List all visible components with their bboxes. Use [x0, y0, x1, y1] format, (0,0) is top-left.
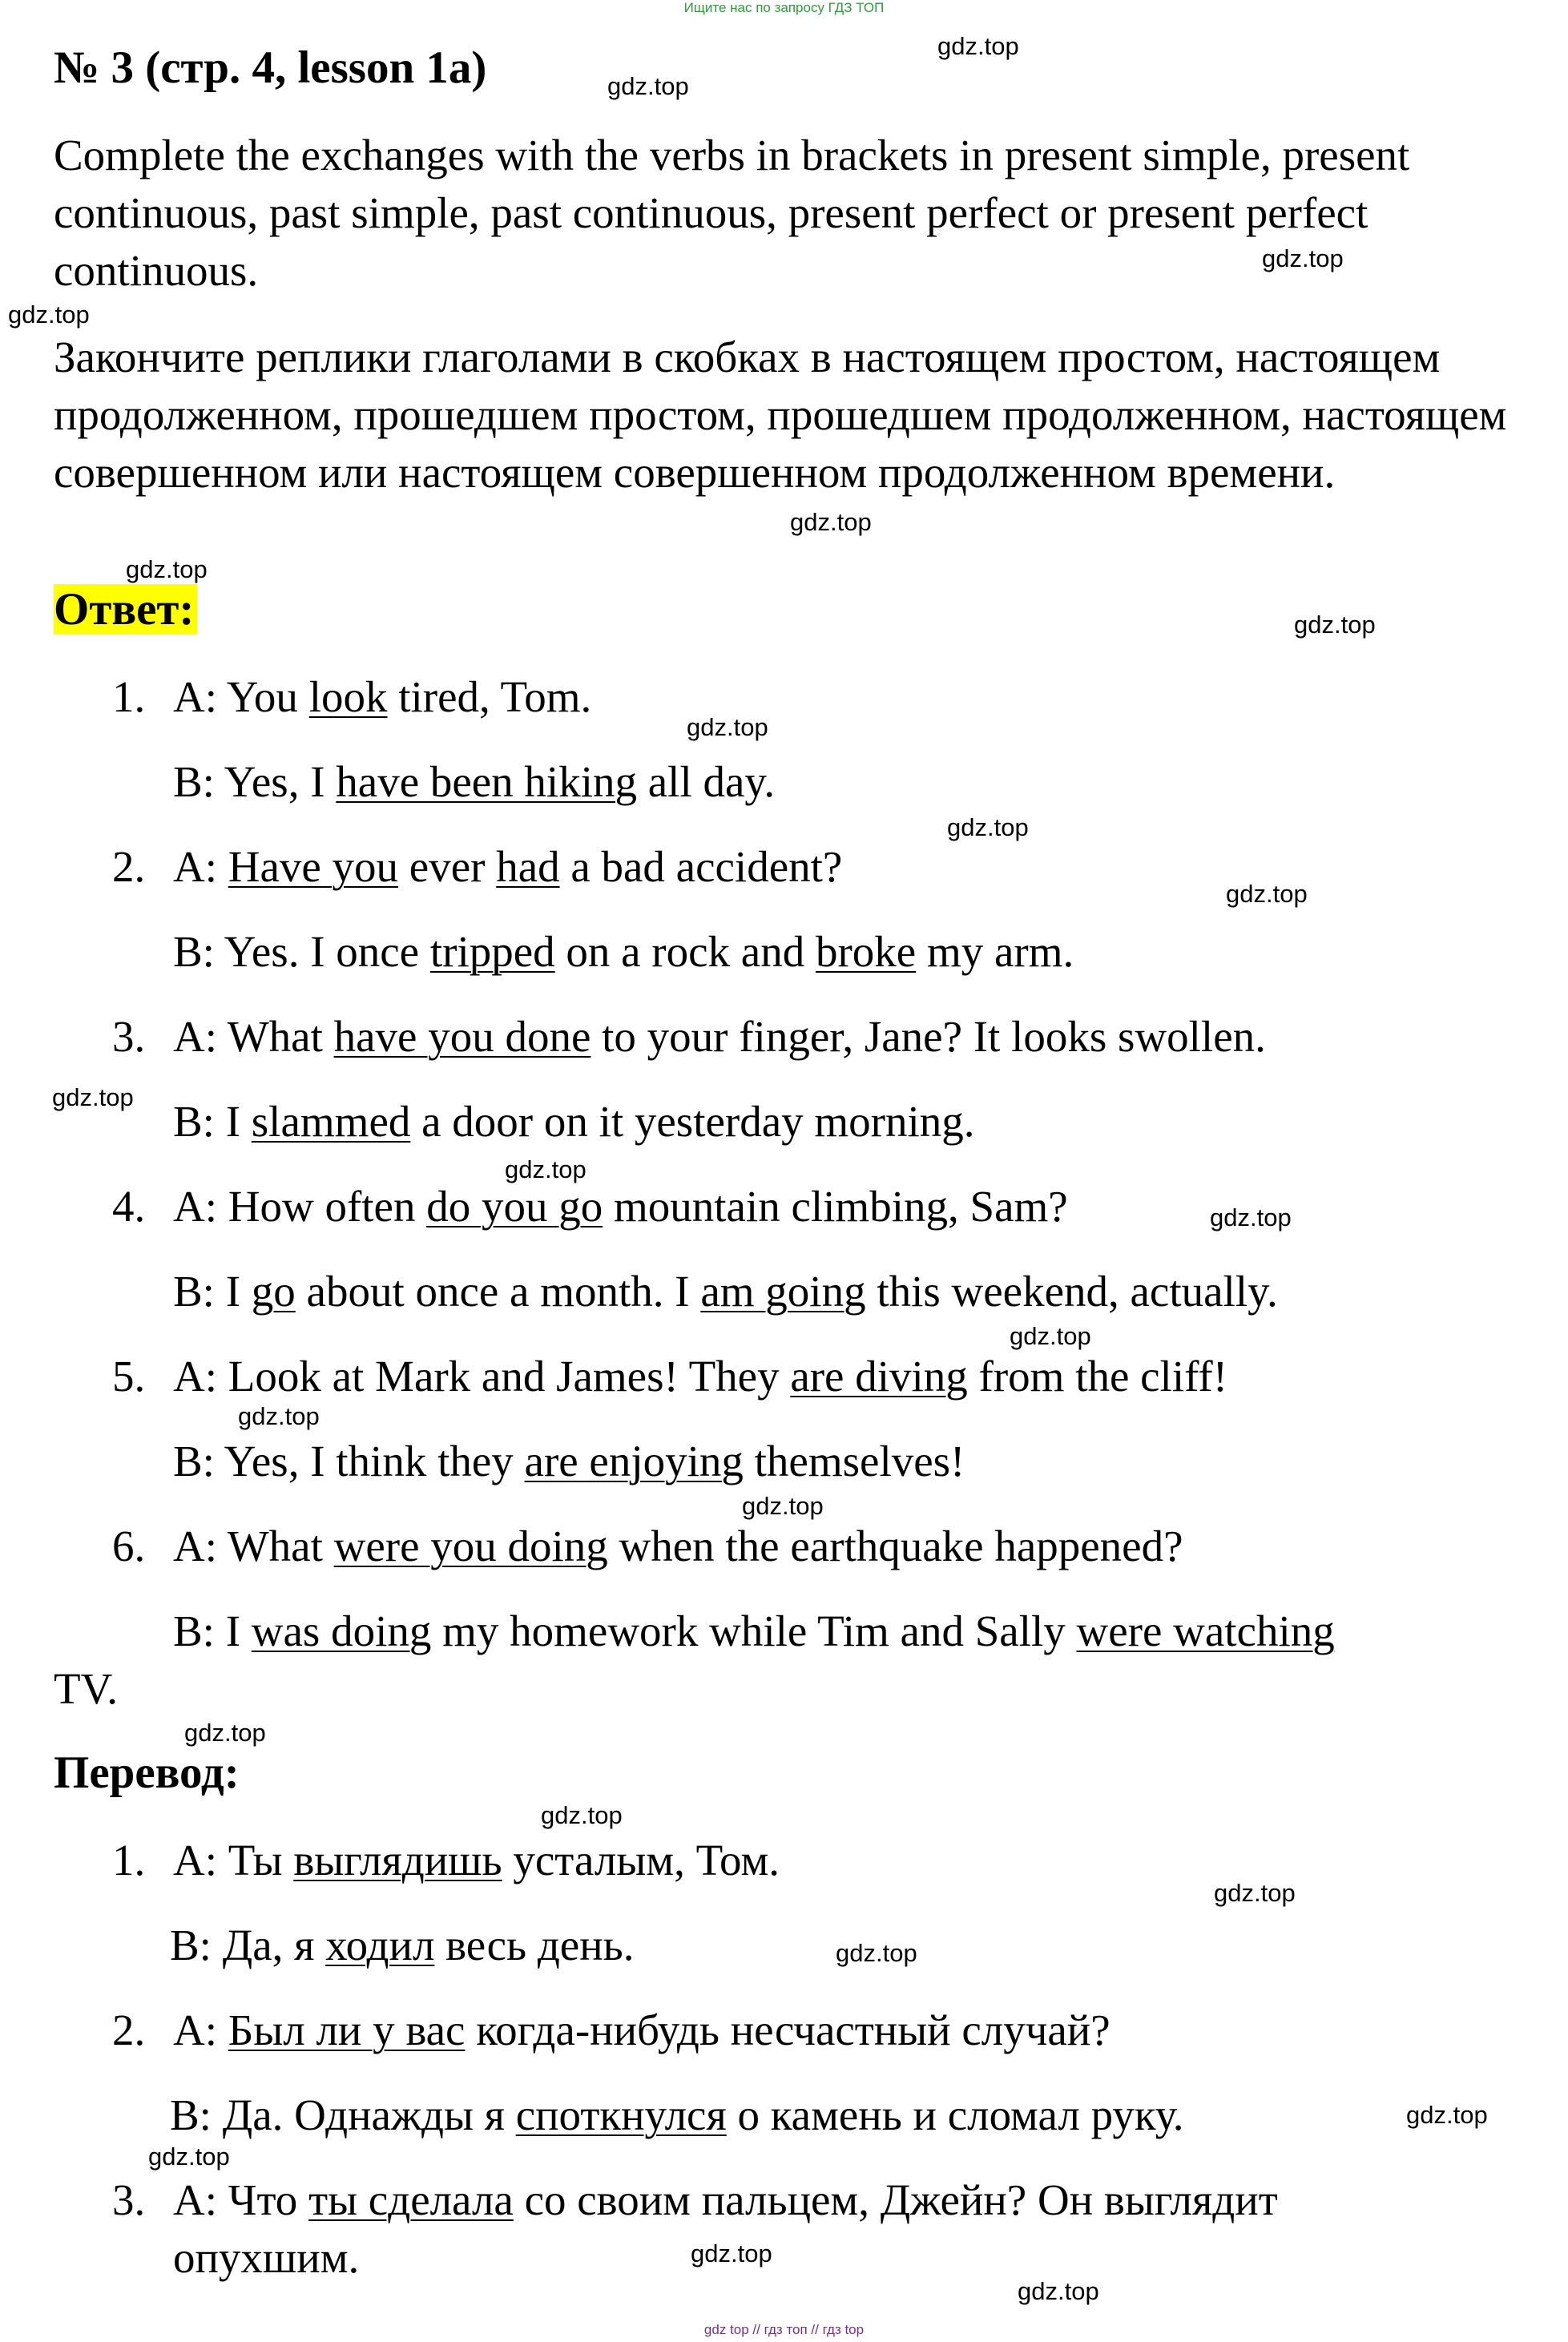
- watermark: gdz.top: [1018, 2277, 1099, 2305]
- translation-2-line-b: B: Да. Однажды я споткнулся о камень и сломал руку.: [170, 2090, 1184, 2139]
- answer-4-line-a: A: How often do you go mountain climbing, Sam?: [173, 1182, 1068, 1231]
- watermark: gdz.top: [937, 32, 1019, 60]
- watermark: gdz.top: [52, 1083, 134, 1111]
- translation-1-line-a: A: Ты выглядишь усталым, Том.: [173, 1836, 780, 1884]
- translation-3-line-a: A: Что ты сделала со своим пальцем, Джейн? Он выглядит: [173, 2175, 1278, 2224]
- watermark: gdz.top: [148, 2142, 230, 2171]
- translation-number: 2.: [112, 2005, 146, 2054]
- watermark: gdz.top: [687, 713, 768, 741]
- watermark: gdz.top: [238, 1402, 320, 1430]
- watermark: gdz.top: [541, 1801, 623, 1829]
- answer-number: 6.: [112, 1522, 146, 1570]
- watermark: gdz.top: [1210, 1203, 1292, 1231]
- watermark: gdz.top: [691, 2239, 772, 2267]
- translation-3-line-a-wrap: опухшим.: [173, 2233, 360, 2282]
- answer-1-line-a: A: You look tired, Tom.: [173, 672, 592, 721]
- watermark: gdz.top: [836, 1939, 917, 1967]
- task-russian: Закончите реплики глаголами в скобках в настоящем простом, настоящем продолженном, прошедшем простом, прошедшем продолженном, настоящем совершенном или настоящем совершенном продолженном времени.: [54, 333, 1507, 497]
- task-english: Complete the exchanges with the verbs in brackets in present simple, present continuous, past simple, past continuous, present perfect or present perfect continuous.: [54, 131, 1410, 295]
- answer-heading: Ответ:: [54, 583, 197, 635]
- answer-6-line-b: B: I was doing my homework while Tim and Sally were watching: [173, 1606, 1335, 1655]
- answer-6-line-b-wrap: TV.: [54, 1664, 118, 1713]
- answer-3-line-a: A: What have you done to your finger, Jane? It looks swollen.: [173, 1012, 1266, 1061]
- watermark: gdz.top: [1010, 1322, 1091, 1350]
- watermark: gdz.top: [742, 1492, 824, 1520]
- answer-number: 1.: [112, 672, 146, 721]
- answer-number: 4.: [112, 1182, 146, 1231]
- watermark: gdz.top: [1262, 244, 1344, 272]
- translation-number: 3.: [112, 2175, 146, 2224]
- answer-5-line-b: B: Yes, I think they are enjoying themselves!: [173, 1437, 965, 1485]
- top-banner: Ищите нас по запросу ГДЗ ТОП: [683, 0, 885, 15]
- footer-watermark: gdz top // гдз топ // гдз top: [703, 2322, 865, 2337]
- translation-2-line-a: A: Был ли у вас когда-нибудь несчастный случай?: [173, 2005, 1110, 2054]
- translation-heading: Перевод:: [54, 1747, 240, 1798]
- watermark: gdz.top: [1214, 1879, 1296, 1907]
- watermark: gdz.top: [1226, 880, 1308, 908]
- translation-number: 1.: [112, 1836, 146, 1884]
- watermark: gdz.top: [505, 1155, 586, 1183]
- page-title: № 3 (стр. 4, lesson 1a): [54, 42, 487, 93]
- watermark: gdz.top: [1294, 611, 1376, 639]
- answer-5-line-a: A: Look at Mark and James! They are diving from the cliff!: [173, 1352, 1228, 1401]
- watermark: gdz.top: [8, 300, 90, 329]
- answer-6-line-a: A: What were you doing when the earthquake happened?: [173, 1522, 1183, 1570]
- answer-1-line-b: B: Yes, I have been hiking all day.: [173, 757, 776, 806]
- watermark: gdz.top: [126, 555, 208, 583]
- answer-2-line-b: B: Yes. I once tripped on a rock and broke my arm.: [173, 927, 1074, 976]
- answer-number: 5.: [112, 1352, 146, 1401]
- answer-4-line-b: B: I go about once a month. I am going this weekend, actually.: [173, 1267, 1278, 1316]
- watermark: gdz.top: [1406, 2101, 1488, 2129]
- watermark: gdz.top: [790, 508, 872, 536]
- watermark: gdz.top: [947, 813, 1029, 841]
- answer-number: 2.: [112, 842, 146, 891]
- translation-1-line-b: B: Да, я ходил весь день.: [170, 1921, 635, 1969]
- watermark: gdz.top: [184, 1719, 266, 1747]
- answer-number: 3.: [112, 1012, 146, 1061]
- answer-2-line-a: A: Have you ever had a bad accident?: [173, 842, 843, 891]
- answer-3-line-b: B: I slammed a door on it yesterday morning.: [173, 1097, 975, 1146]
- watermark: gdz.top: [607, 72, 689, 100]
